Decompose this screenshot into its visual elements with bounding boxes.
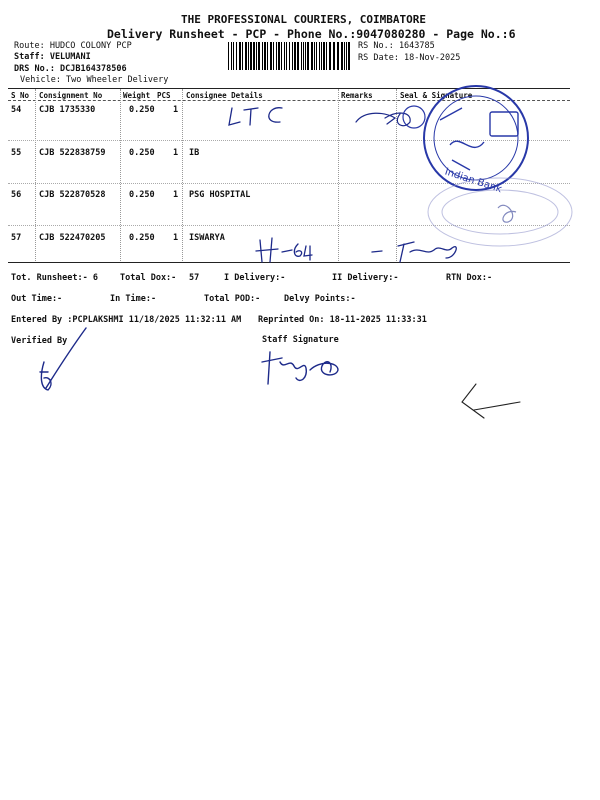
- handwritten-lic: [229, 108, 282, 125]
- handwritten-h64: [256, 238, 312, 262]
- column-divider: [35, 89, 36, 261]
- table-row-consignment: CJB 1735330: [39, 105, 96, 115]
- barcode-bar: [346, 42, 347, 70]
- document-subtitle: Delivery Runsheet - PCP - Phone No.:9047080280 - Page No.:6: [107, 27, 516, 41]
- barcode-bar: [341, 42, 343, 70]
- table-row-weight: 0.250: [129, 190, 155, 200]
- barcode-bar: [333, 42, 335, 70]
- barcode-bar: [250, 42, 252, 70]
- table-header-rule: [8, 88, 570, 89]
- faint-oval-stamp: [428, 178, 572, 246]
- table-row-sno: 57: [11, 233, 22, 243]
- barcode-bar: [253, 42, 255, 70]
- corner-signature-scribble: [462, 384, 520, 418]
- column-divider: [396, 89, 397, 261]
- ii-delivery-label: II Delivery:-: [332, 273, 399, 283]
- barcode-bar: [297, 42, 299, 70]
- drs-number: DRS No.: DCJB164378506: [14, 64, 127, 74]
- barcode-bar: [294, 42, 296, 70]
- table-row-sno: 55: [11, 148, 22, 158]
- col-header-pcs: PCS: [157, 91, 171, 100]
- table-row-consignee: IB: [189, 148, 200, 158]
- barcode-bar: [311, 42, 313, 70]
- table-row-pcs: 1: [173, 148, 179, 158]
- table-bottom-rule: [8, 262, 570, 263]
- total-runsheet: Tot. Runsheet:- 6: [11, 273, 98, 283]
- table-row-consignee: ISWARYA: [189, 233, 225, 243]
- barcode-bar: [344, 42, 345, 70]
- table-row-weight: 0.250: [129, 105, 155, 115]
- reprinted-on: Reprinted On: 18-11-2025 11:33:31: [258, 315, 427, 325]
- barcode-bar: [245, 42, 247, 70]
- row-divider: [8, 225, 570, 226]
- table-row-pcs: 1: [173, 190, 179, 200]
- barcode-bar: [314, 42, 315, 70]
- barcode-bar: [319, 42, 320, 70]
- barcode-bar: [329, 42, 331, 70]
- table-row-weight: 0.250: [129, 148, 155, 158]
- column-divider: [338, 89, 339, 261]
- delvy-points-label: Delvy Points:-: [284, 294, 356, 304]
- vehicle-label: Vehicle: Two Wheeler Delivery: [20, 75, 169, 85]
- table-row-consignment: CJB 522870528: [39, 190, 106, 200]
- barcode-bar: [262, 42, 263, 70]
- barcode-bar: [267, 42, 268, 70]
- barcode-bar: [316, 42, 317, 70]
- barcode-bar: [270, 42, 272, 70]
- barcode-bar: [231, 42, 232, 70]
- barcode-bar: [239, 42, 241, 70]
- rs-date: RS Date: 18-Nov-2025: [358, 53, 461, 63]
- barcode-bar: [281, 42, 282, 70]
- col-header-weight: Weight: [123, 91, 151, 100]
- col-header-sno: S No: [11, 91, 30, 100]
- table-row-weight: 0.250: [129, 233, 155, 243]
- route-label: Route: HUDCO COLONY PCP: [14, 41, 132, 51]
- barcode-bar: [256, 42, 257, 70]
- table-row-pcs: 1: [173, 233, 179, 243]
- col-header-remarks: Remarks: [341, 91, 373, 100]
- barcode-bar: [292, 42, 293, 70]
- table-row-pcs: 1: [173, 105, 179, 115]
- barcode-bar: [286, 42, 287, 70]
- staff-signature-label: Staff Signature: [262, 335, 339, 345]
- barcode-bar: [236, 42, 237, 70]
- column-divider: [120, 89, 121, 261]
- barcode-bar: [303, 42, 304, 70]
- barcode-bar: [284, 42, 285, 70]
- total-pod-label: Total POD:-: [204, 294, 261, 304]
- barcode-bar: [242, 42, 243, 70]
- table-row-consignment: CJB 522838759: [39, 148, 106, 158]
- col-header-seal: Seal & Signature: [400, 91, 473, 100]
- total-dox-value: 57: [189, 273, 200, 283]
- entered-by: Entered By :PCPLAKSHMI 11/18/2025 11:32:11 AM: [11, 315, 242, 325]
- barcode-bar: [233, 42, 234, 70]
- out-time-label: Out Time:-: [11, 294, 63, 304]
- barcode-bar: [278, 42, 280, 70]
- row57-signature: [372, 242, 456, 262]
- total-dox-label: Total Dox:-: [120, 273, 177, 283]
- barcode-bar: [348, 42, 350, 70]
- col-header-consignment: Consignment No: [39, 91, 103, 100]
- barcode-bar: [248, 42, 249, 70]
- stamp-text: Indian Bank: [443, 166, 504, 196]
- barcode-bar: [258, 42, 260, 70]
- in-time-label: In Time:-: [110, 294, 157, 304]
- barcode-bar: [307, 42, 309, 70]
- barcode-bar: [305, 42, 306, 70]
- i-delivery-label: I Delivery:-: [224, 273, 286, 283]
- barcode-bar: [321, 42, 322, 70]
- verified-by-label: Verified By: [11, 336, 68, 346]
- barcode-bar: [264, 42, 266, 70]
- col-header-consignee: Consignee Details: [186, 91, 263, 100]
- barcode-bar: [323, 42, 325, 70]
- table-row-sno: 56: [11, 190, 22, 200]
- table-row-consignment: CJB 522470205: [39, 233, 106, 243]
- row-divider: [8, 140, 570, 141]
- rtn-dox-label: RTN Dox:-: [446, 273, 493, 283]
- row-divider: [8, 183, 570, 184]
- barcode-bar: [301, 42, 302, 70]
- barcode-bar: [326, 42, 327, 70]
- column-divider: [182, 89, 183, 261]
- barcode-bar: [276, 42, 277, 70]
- barcode-bar: [228, 42, 229, 70]
- remarks-scribble: [356, 106, 425, 128]
- document-title: THE PROFESSIONAL COURIERS, COIMBATORE: [181, 13, 427, 26]
- table-row-consignee: PSG HOSPITAL: [189, 190, 251, 200]
- rs-number: RS No.: 1643785: [358, 41, 435, 51]
- barcode-bar: [289, 42, 290, 70]
- staff-label: Staff: VELUMANI: [14, 52, 91, 62]
- barcode-bar: [337, 42, 339, 70]
- table-header-underline: [8, 100, 570, 101]
- barcode-bar: [273, 42, 274, 70]
- staff-signature-mark: [262, 352, 338, 384]
- table-row-sno: 54: [11, 105, 22, 115]
